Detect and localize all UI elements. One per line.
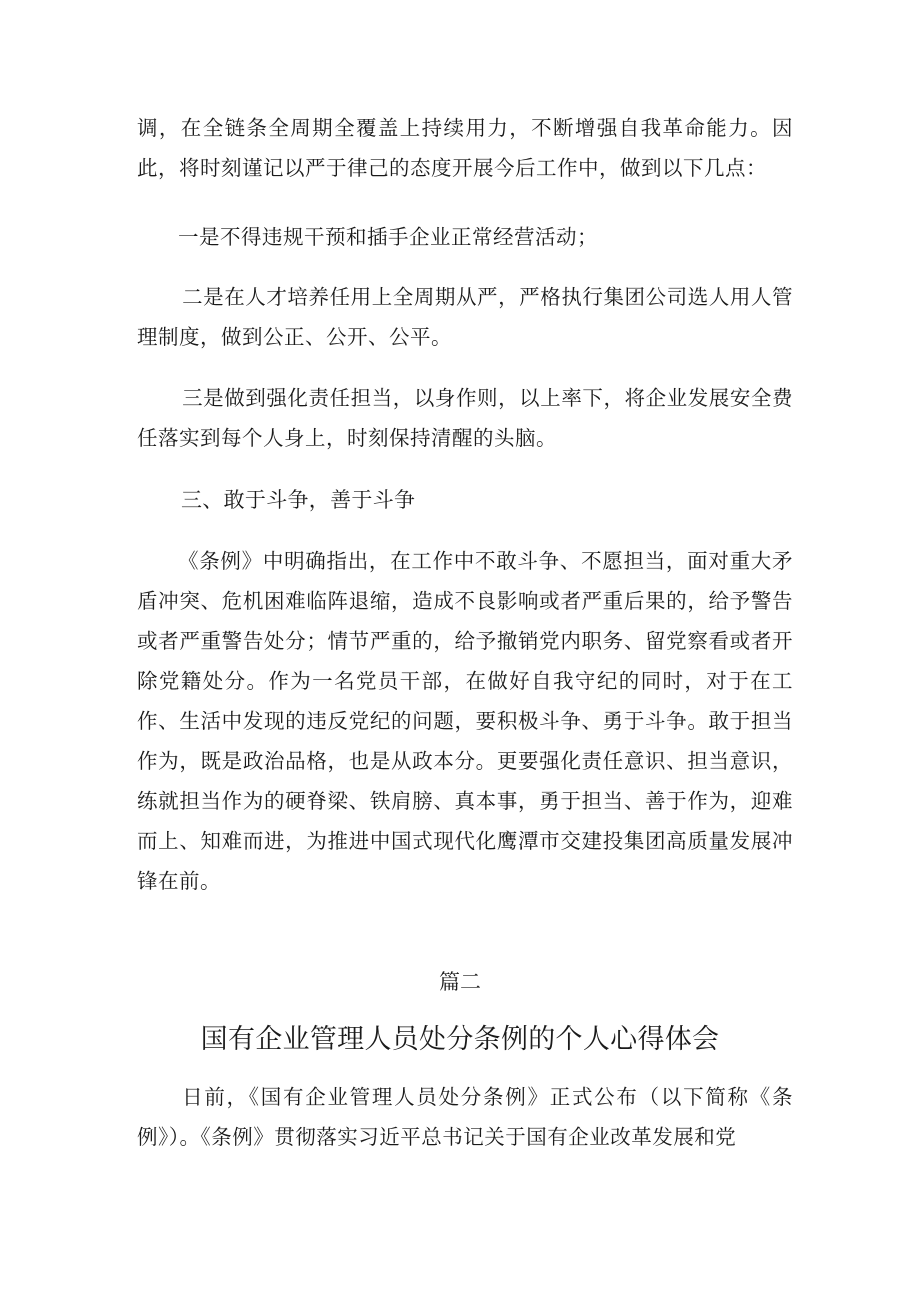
- paragraph-intro: 日前，《国有企业管理人员处分条例》正式公布（以下简称《条例》）。《条例》贯彻落实习近平总书记关于国有企业改革发展和党: [137, 1085, 793, 1149]
- document-title: 国有企业管理人员处分条例的个人心得体会: [200, 1024, 720, 1055]
- paragraph-item-three: 三是做到强化责任担当，以身作则，以上率下，将企业发展安全费任落实到每个人身上，时刻保持清醒的头脑。: [137, 386, 793, 450]
- paragraph-section-body: 《条例》中明确指出，在工作中不敢斗争、不愿担当，面对重大矛盾冲突、危机困难临阵退缩，造成不良影响或者严重后果的，给予警告或者严重警告处分；情节严重的，给予撤销党内职务、留党察看或者开除党籍处分。作为一名党员干部，在做好自我守纪的同时，对于在工作、生活中发现的违反党纪的问题，要积极斗争、勇于斗争。敢于担当作为，既是政治品格，也是从政本分。更要强化责任意识、担当意识，练就担当作为的硬脊梁、铁肩膀、真本事，勇于担当、善于作为，迎难而上、知难而进，为推进中国式现代化鹰潭市交建投集团高质量发展冲锋在前。: [137, 549, 793, 893]
- section-heading: 三、敢于斗争，善于斗争: [181, 488, 416, 512]
- paragraph-item-two: 二是在人才培养任用上全周期从严，严格执行集团公司选人用人管理制度，做到公正、公开、公平。: [137, 285, 793, 349]
- paragraph-continuation: 调，在全链条全周期全覆盖上持续用力，不断增强自我革命能力。因此，将时刻谨记以严于律己的态度开展今后工作中，做到以下几点：: [137, 116, 793, 180]
- paragraph-item-one: 一是不得违规干预和插手企业正常经营活动；: [178, 225, 598, 249]
- part-label: 篇二: [439, 970, 481, 994]
